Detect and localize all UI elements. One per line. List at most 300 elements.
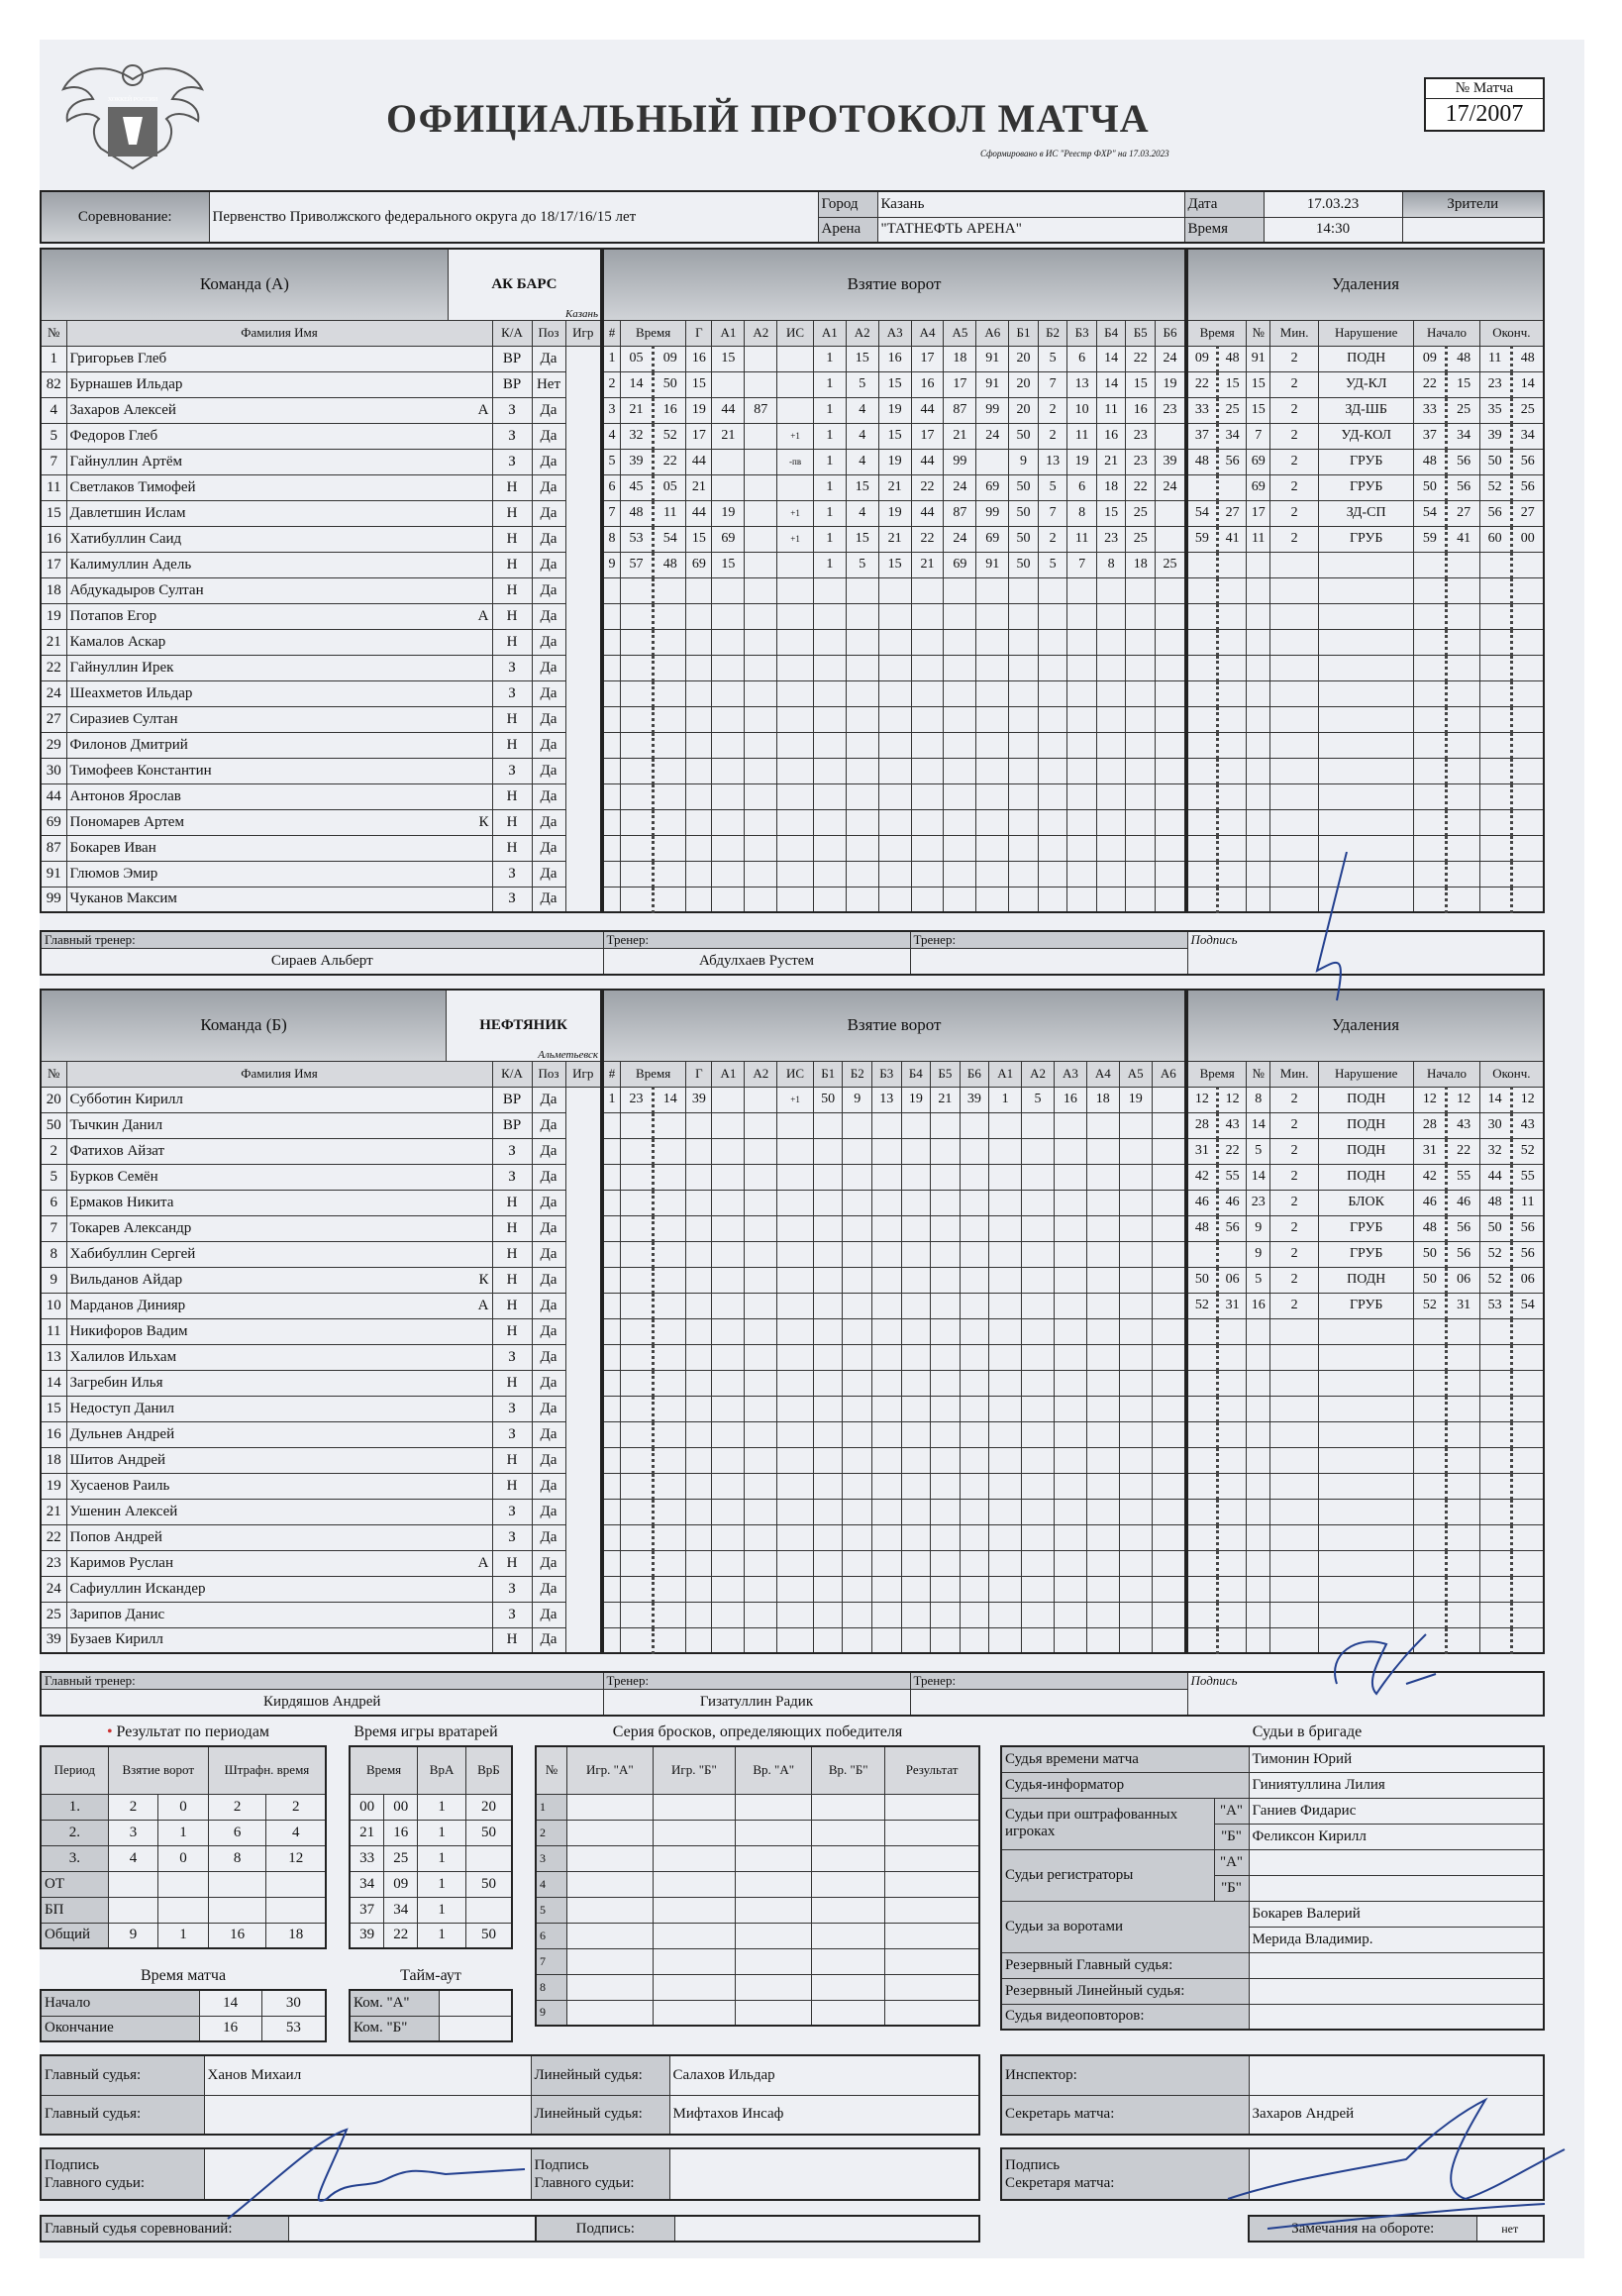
goal-cell bbox=[976, 758, 1009, 783]
penalty-cell bbox=[1511, 1550, 1544, 1576]
player-number: 1 bbox=[41, 346, 66, 371]
goal-cell: +1 bbox=[777, 526, 814, 552]
player-position: Н bbox=[492, 1267, 532, 1293]
player-number: 15 bbox=[41, 1396, 66, 1421]
player-played: Да bbox=[532, 1112, 565, 1138]
period-cell: 0 bbox=[158, 1845, 209, 1871]
goal-cell bbox=[712, 1241, 745, 1267]
penalty-cell bbox=[1187, 1602, 1217, 1627]
shootout-cell bbox=[567, 1974, 654, 2000]
penalty-cell bbox=[1187, 629, 1217, 655]
competition-info bbox=[40, 190, 1545, 244]
goal-cell bbox=[813, 887, 846, 912]
goal-cell bbox=[603, 1447, 620, 1473]
goal-cell bbox=[878, 887, 911, 912]
player-captain bbox=[447, 1396, 492, 1421]
goal-cell bbox=[1067, 629, 1097, 655]
penalty-cell bbox=[1479, 706, 1511, 732]
goal-cell bbox=[1152, 1576, 1185, 1602]
registrar-a bbox=[1249, 1849, 1544, 1875]
goal-cell bbox=[603, 1396, 620, 1421]
goalie-cell: 1 bbox=[418, 1897, 466, 1923]
penalty-cell bbox=[1270, 732, 1319, 758]
penalty-cell bbox=[1511, 1318, 1544, 1344]
goal-cell bbox=[620, 1267, 653, 1293]
goal-cell bbox=[901, 1576, 931, 1602]
goal-cell bbox=[843, 1293, 872, 1318]
goal-cell bbox=[843, 1370, 872, 1396]
goal-cell bbox=[1096, 732, 1126, 758]
player-position: З bbox=[492, 449, 532, 474]
shootout-cell bbox=[567, 1897, 654, 1923]
period-cell: 2 bbox=[266, 1794, 326, 1820]
goal-cell bbox=[686, 706, 712, 732]
goal-cell bbox=[843, 1421, 872, 1447]
goal-cell bbox=[777, 1370, 814, 1396]
shootout-number: 3 bbox=[536, 1845, 567, 1871]
penalty-cell bbox=[1414, 1627, 1447, 1653]
penalty-cell: 41 bbox=[1447, 526, 1479, 552]
goal-cell bbox=[1119, 1370, 1152, 1396]
shootout-cell bbox=[653, 1948, 736, 1974]
goal-cell bbox=[911, 603, 944, 629]
page-subtitle: Сформировано в ИС "Реестр ФХР" на 17.03.2023 bbox=[980, 149, 1169, 158]
goal-cell bbox=[1152, 1550, 1185, 1576]
player-played: Да bbox=[532, 603, 565, 629]
goal-cell bbox=[1152, 1473, 1185, 1499]
player-captain bbox=[447, 1602, 492, 1627]
penalty-cell: 50 bbox=[1187, 1267, 1217, 1293]
goal-cell bbox=[1119, 1138, 1152, 1164]
penalty-row bbox=[1187, 1421, 1544, 1447]
penalty-cell bbox=[1187, 1421, 1217, 1447]
player-number: 10 bbox=[41, 1293, 66, 1318]
goal-cell: 24 bbox=[1155, 474, 1185, 500]
goal-cell bbox=[960, 1112, 989, 1138]
player-captain bbox=[447, 1190, 492, 1215]
goal-cell bbox=[813, 1293, 843, 1318]
goal-cell: 4 bbox=[846, 423, 878, 449]
penalty-cell bbox=[1511, 887, 1544, 912]
main-referee-2 bbox=[204, 2095, 531, 2135]
penalty-cell bbox=[1217, 1627, 1246, 1653]
penalty-cell bbox=[1414, 1524, 1447, 1550]
goal-cell bbox=[989, 1524, 1022, 1550]
player-name: Ермаков Никита bbox=[66, 1190, 447, 1215]
goal-cell bbox=[944, 577, 976, 603]
goal-cell bbox=[931, 1215, 961, 1241]
goal-cell: 15 bbox=[846, 474, 878, 500]
table-row bbox=[41, 1550, 601, 1576]
goal-cell bbox=[989, 1421, 1022, 1447]
penalty-row bbox=[1187, 1344, 1544, 1370]
goal-cell bbox=[1126, 783, 1156, 809]
penalty-cell bbox=[1511, 552, 1544, 577]
goal-cell bbox=[901, 1524, 931, 1550]
goal-cell bbox=[960, 1241, 989, 1267]
secretary-label: Секретарь матча: bbox=[1001, 2095, 1249, 2135]
shootout-cell bbox=[653, 1974, 736, 2000]
sign-main-label: Подпись Главного судьи: bbox=[41, 2148, 204, 2200]
penalty-cell: 9 bbox=[1247, 1241, 1270, 1267]
penalty-cell bbox=[1414, 706, 1447, 732]
goal-cell bbox=[1022, 1215, 1055, 1241]
sign-main-label-2: Подпись Главного судьи: bbox=[531, 2148, 669, 2200]
penalty-cell: 28 bbox=[1187, 1112, 1217, 1138]
time-value: 14:30 bbox=[1264, 217, 1402, 243]
penalty-cell: 28 bbox=[1414, 1112, 1447, 1138]
team_b-goals bbox=[602, 989, 1186, 1654]
penalty-cell: 48 bbox=[1447, 346, 1479, 371]
goal-cell: 19 bbox=[878, 449, 911, 474]
goal-cell bbox=[1054, 1396, 1086, 1421]
penalty-cell bbox=[1217, 1370, 1246, 1396]
goal-cell bbox=[686, 1241, 712, 1267]
penalty-cell bbox=[1414, 577, 1447, 603]
goal-cell bbox=[813, 1112, 843, 1138]
goal-cell bbox=[745, 1576, 777, 1602]
penalty-cell: ГРУБ bbox=[1319, 474, 1414, 500]
player-captain: А bbox=[448, 397, 492, 423]
penalty-cell bbox=[1319, 1318, 1414, 1344]
penalty-cell: 17 bbox=[1247, 500, 1270, 526]
goal-cell bbox=[843, 1499, 872, 1524]
penalty-cell bbox=[1270, 577, 1319, 603]
team_a-penalties-header: Оконч. bbox=[1479, 320, 1544, 346]
penalty-cell: 56 bbox=[1217, 449, 1246, 474]
penalty-row bbox=[1187, 1215, 1544, 1241]
penalty-cell bbox=[1511, 1524, 1544, 1550]
penalty-cell bbox=[1187, 1627, 1217, 1653]
goalie-cell: 00 bbox=[384, 1794, 418, 1820]
penalty-cell: 33 bbox=[1187, 397, 1217, 423]
goal-cell: 69 bbox=[944, 552, 976, 577]
penalty-cell bbox=[1247, 1473, 1270, 1499]
goal-cell bbox=[931, 1550, 961, 1576]
goal-cell bbox=[872, 1267, 902, 1293]
goal-cell bbox=[654, 1396, 686, 1421]
penalty-cell bbox=[1414, 1447, 1447, 1473]
goal-cell bbox=[686, 758, 712, 783]
penalty-cell: ПОДН bbox=[1319, 1267, 1414, 1293]
player-number: 29 bbox=[41, 732, 66, 758]
goal-cell bbox=[620, 680, 653, 706]
goal-cell bbox=[1126, 861, 1156, 887]
goal-cell: 15 bbox=[878, 552, 911, 577]
goal-cell bbox=[989, 1627, 1022, 1653]
goal-cell: 21 bbox=[911, 552, 944, 577]
player-name: Фатихов Айзат bbox=[66, 1138, 447, 1164]
goal-cell bbox=[843, 1627, 872, 1653]
penalty-cell: 60 bbox=[1479, 526, 1511, 552]
goal-cell bbox=[1155, 655, 1185, 680]
penalty-cell: УД-КОЛ bbox=[1319, 423, 1414, 449]
goal-cell: 87 bbox=[944, 500, 976, 526]
goal-cell bbox=[603, 1190, 620, 1215]
penalty-cell: 48 bbox=[1511, 346, 1544, 371]
goal-cell bbox=[843, 1112, 872, 1138]
goal-cell: 24 bbox=[944, 526, 976, 552]
penalty-cell bbox=[1511, 783, 1544, 809]
penalty-cell bbox=[1187, 861, 1217, 887]
penalty-cell bbox=[1511, 706, 1544, 732]
goal-row bbox=[603, 1524, 1185, 1550]
goal-cell bbox=[944, 887, 976, 912]
team_a-coach2 bbox=[910, 949, 1187, 975]
penalty-cell bbox=[1414, 680, 1447, 706]
penalty-row bbox=[1187, 758, 1544, 783]
penalty-cell bbox=[1319, 1344, 1414, 1370]
player-played: Да bbox=[532, 1499, 565, 1524]
shootout-cell bbox=[653, 1845, 736, 1871]
player-played: Да bbox=[532, 1627, 565, 1653]
goal-row bbox=[603, 1602, 1185, 1627]
team_a-roster-header: Игр bbox=[565, 320, 601, 346]
goal-cell bbox=[931, 1112, 961, 1138]
penalty-cell: 44 bbox=[1479, 1164, 1511, 1190]
player-captain bbox=[448, 577, 492, 603]
player-name: Попов Андрей bbox=[66, 1524, 447, 1550]
penalty-row bbox=[1187, 1396, 1544, 1421]
goal-cell bbox=[745, 1344, 777, 1370]
penalty-cell: 46 bbox=[1447, 1190, 1479, 1215]
goal-cell bbox=[1009, 706, 1039, 732]
penalty-cell bbox=[1447, 1576, 1479, 1602]
goal-cell bbox=[960, 1576, 989, 1602]
goal-cell bbox=[901, 1447, 931, 1473]
penalty-row bbox=[1187, 1447, 1544, 1473]
penalty-cell bbox=[1247, 655, 1270, 680]
penalty-cell bbox=[1479, 552, 1511, 577]
penalty-cell bbox=[1270, 1396, 1319, 1421]
goal-cell: 11 bbox=[1067, 526, 1097, 552]
penalty-cell bbox=[1217, 1524, 1246, 1550]
goal-cell bbox=[1054, 1215, 1086, 1241]
goal-cell bbox=[654, 1267, 686, 1293]
date-label: Дата bbox=[1184, 191, 1264, 217]
player-number: 24 bbox=[41, 680, 66, 706]
goal-cell bbox=[620, 758, 653, 783]
competition-name: Первенство Приволжского федерального округа до 18/17/16/15 лет bbox=[209, 191, 818, 243]
goal-cell: 44 bbox=[911, 449, 944, 474]
competition-judge-label: Главный судья соревнований: bbox=[41, 2216, 288, 2242]
goal-cell bbox=[712, 1576, 745, 1602]
player-played: Да bbox=[532, 1215, 565, 1241]
goal-cell bbox=[654, 1138, 686, 1164]
player-played: Нет bbox=[532, 371, 565, 397]
penalty-cell bbox=[1217, 835, 1246, 861]
player-played: Да bbox=[532, 1267, 565, 1293]
penalty-cell: 2 bbox=[1270, 346, 1319, 371]
penalty-cell: 59 bbox=[1187, 526, 1217, 552]
penalty-cell bbox=[1447, 1524, 1479, 1550]
goal-cell bbox=[872, 1138, 902, 1164]
match-time-title: Время матча bbox=[140, 1967, 227, 1984]
goal-cell bbox=[960, 1164, 989, 1190]
goal-cell bbox=[843, 1215, 872, 1241]
goal-cell: 24 bbox=[976, 423, 1009, 449]
goal-cell bbox=[1126, 732, 1156, 758]
team_b-goals-header: # bbox=[603, 1061, 620, 1087]
period-cell bbox=[158, 1871, 209, 1897]
goal-cell: 5 bbox=[1022, 1087, 1055, 1112]
player-number: 21 bbox=[41, 629, 66, 655]
team_b-goals-header: Б3 bbox=[872, 1061, 902, 1087]
shootout-cell bbox=[885, 1794, 979, 1820]
goal-cell bbox=[712, 1370, 745, 1396]
penalty-cell bbox=[1447, 758, 1479, 783]
penalty-row bbox=[1187, 1293, 1544, 1318]
goalie-a-header: ВрА bbox=[418, 1746, 466, 1794]
penalty-cell bbox=[1187, 706, 1217, 732]
player-name: Шеахметов Ильдар bbox=[66, 680, 448, 706]
team_b-head-coach: Кирдяшов Андрей bbox=[41, 1690, 603, 1716]
penalty-cell bbox=[1187, 783, 1217, 809]
goal-cell bbox=[1119, 1293, 1152, 1318]
penalty-cell: 2 bbox=[1270, 449, 1319, 474]
goal-cell: 21 bbox=[620, 397, 653, 423]
goal-cell bbox=[603, 783, 620, 809]
penalty-row bbox=[1187, 629, 1544, 655]
player-played: Да bbox=[532, 706, 565, 732]
goal-cell bbox=[989, 1473, 1022, 1499]
goal-cell: 69 bbox=[712, 526, 745, 552]
goal-cell bbox=[686, 603, 712, 629]
penalty-row bbox=[1187, 346, 1544, 371]
penalty-cell bbox=[1414, 629, 1447, 655]
player-captain bbox=[447, 1370, 492, 1396]
goal-row bbox=[603, 552, 1185, 577]
line-referee-label-2: Линейный судья: bbox=[531, 2095, 669, 2135]
goal-row bbox=[603, 1370, 1185, 1396]
table-row bbox=[41, 346, 601, 371]
player-played: Да bbox=[532, 1447, 565, 1473]
team_b-roster-header: № bbox=[41, 1061, 66, 1087]
goal-cell bbox=[603, 1473, 620, 1499]
goal-cell bbox=[1155, 887, 1185, 912]
penalty-cell bbox=[1187, 835, 1217, 861]
player-position: Н bbox=[492, 835, 532, 861]
goal-cell bbox=[712, 1112, 745, 1138]
penalty-cell: 48 bbox=[1187, 449, 1217, 474]
goal-cell bbox=[1054, 1499, 1086, 1524]
penalty-cell bbox=[1447, 1370, 1479, 1396]
goal-cell bbox=[620, 1370, 653, 1396]
player-number: 21 bbox=[41, 1499, 66, 1524]
shootout-header: Вр. "А" bbox=[736, 1746, 812, 1794]
shootout-cell bbox=[653, 1820, 736, 1845]
table-row bbox=[41, 629, 601, 655]
penalty-cell bbox=[1414, 655, 1447, 680]
goal-cell bbox=[1054, 1164, 1086, 1190]
player-number: 11 bbox=[41, 1318, 66, 1344]
goal-cell bbox=[654, 732, 686, 758]
penalty-cell: 69 bbox=[1247, 474, 1270, 500]
penalty-cell bbox=[1319, 680, 1414, 706]
goal-cell bbox=[1022, 1344, 1055, 1370]
penalty-cell bbox=[1187, 732, 1217, 758]
goal-cell bbox=[901, 1602, 931, 1627]
penalty-cell: 8 bbox=[1247, 1087, 1270, 1112]
goal-cell bbox=[931, 1421, 961, 1447]
goal-cell bbox=[1126, 680, 1156, 706]
goal-cell bbox=[1067, 887, 1097, 912]
player-played: Да bbox=[532, 655, 565, 680]
penalty-cell bbox=[1319, 1473, 1414, 1499]
goal-cell bbox=[1152, 1267, 1185, 1293]
penalty-cell: 14 bbox=[1479, 1087, 1511, 1112]
goal-cell: 4 bbox=[603, 423, 620, 449]
player-captain bbox=[447, 1524, 492, 1550]
goal-cell bbox=[777, 1318, 814, 1344]
shootout-cell bbox=[736, 1871, 812, 1897]
goal-cell bbox=[813, 706, 846, 732]
penalty-judges-label: Судьи при оштрафованных игроках bbox=[1001, 1798, 1214, 1849]
penalty-cell: 54 bbox=[1187, 500, 1217, 526]
goal-cell bbox=[654, 1524, 686, 1550]
goal-cell: 39 bbox=[620, 449, 653, 474]
goal-cell bbox=[745, 423, 777, 449]
goal-cell bbox=[1022, 1318, 1055, 1344]
goal-cell: 14 bbox=[1096, 346, 1126, 371]
goal-cell bbox=[745, 835, 777, 861]
shootout-cell bbox=[885, 1923, 979, 1948]
goal-cell bbox=[901, 1112, 931, 1138]
goal-cell: 16 bbox=[1096, 423, 1126, 449]
goal-cell bbox=[960, 1627, 989, 1653]
goal-cell bbox=[603, 758, 620, 783]
goal-cell bbox=[931, 1524, 961, 1550]
goal-cell bbox=[878, 809, 911, 835]
goal-cell bbox=[620, 1524, 653, 1550]
goal-cell bbox=[745, 346, 777, 371]
goal-row bbox=[603, 758, 1185, 783]
penalty-cell: 50 bbox=[1414, 1267, 1447, 1293]
goal-cell bbox=[777, 1215, 814, 1241]
goal-cell bbox=[813, 680, 846, 706]
goal-cell bbox=[1096, 758, 1126, 783]
goal-cell bbox=[603, 1293, 620, 1318]
penalty-cell: 52 bbox=[1479, 474, 1511, 500]
goal-cell bbox=[843, 1164, 872, 1190]
period-cell bbox=[266, 1897, 326, 1923]
period-cell bbox=[108, 1871, 158, 1897]
goal-cell bbox=[745, 809, 777, 835]
goal-cell bbox=[686, 783, 712, 809]
penalty-cell: 91 bbox=[1247, 346, 1270, 371]
goal-cell bbox=[931, 1370, 961, 1396]
goal-cell bbox=[654, 1421, 686, 1447]
penalty-cell bbox=[1479, 1318, 1511, 1344]
goal-cell bbox=[603, 835, 620, 861]
team_b-penalties-title: Удаления bbox=[1187, 990, 1544, 1061]
goal-row bbox=[603, 1087, 1185, 1112]
goal-cell bbox=[654, 861, 686, 887]
goal-cell: 21 bbox=[878, 526, 911, 552]
penalty-cell: 50 bbox=[1479, 1215, 1511, 1241]
goal-cell bbox=[620, 1576, 653, 1602]
penalty-cell bbox=[1270, 629, 1319, 655]
penalty-cell bbox=[1187, 1318, 1217, 1344]
period-header: Период bbox=[41, 1746, 108, 1794]
player-played: Да bbox=[532, 474, 565, 500]
table-row bbox=[350, 1845, 512, 1871]
goal-cell: 23 bbox=[1126, 423, 1156, 449]
player-position: З bbox=[492, 655, 532, 680]
penalty-cell bbox=[1447, 1318, 1479, 1344]
goal-cell bbox=[1086, 1576, 1119, 1602]
goal-cell bbox=[745, 1421, 777, 1447]
